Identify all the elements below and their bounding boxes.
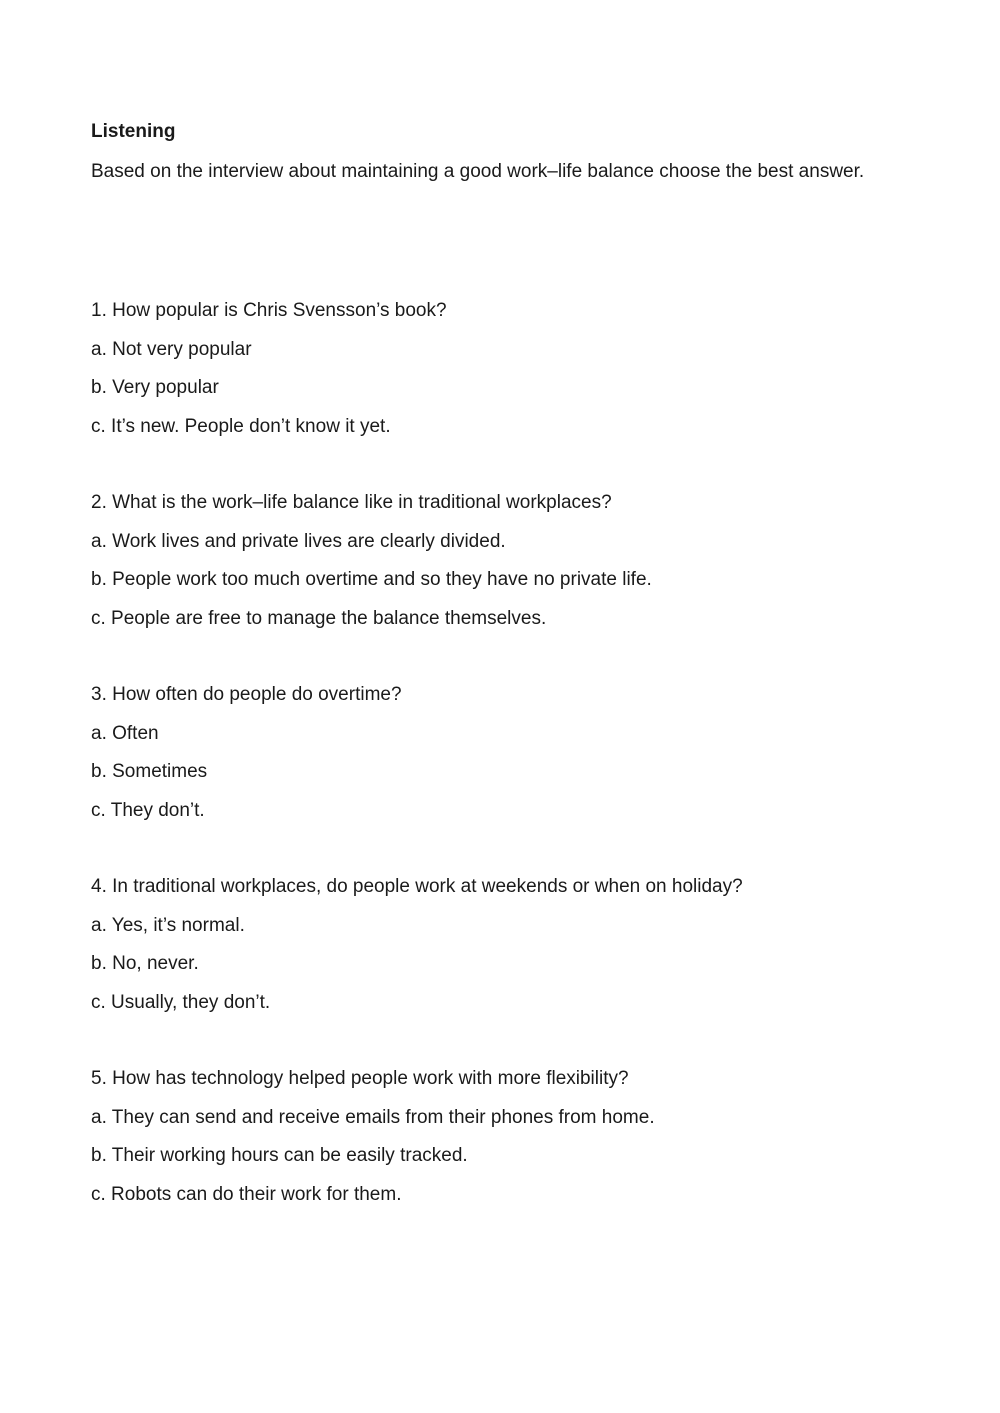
answer-option-a: a. Work lives and private lives are clearly divided.: [91, 530, 506, 552]
question-5: [91, 1067, 911, 1221]
section-heading: Listening: [91, 121, 176, 142]
question-3: [91, 683, 911, 837]
answer-option-b: b. People work too much overtime and so they have no private life.: [91, 569, 652, 590]
answer-option-a: a. They can send and receive emails from their phones from home.: [91, 1106, 655, 1128]
answer-option-b: b. No, never.: [91, 953, 199, 974]
question-text: 1. How popular is Chris Svensson’s book?: [91, 300, 447, 321]
question-text: 5. How has technology helped people work with more flexibility?: [91, 1068, 629, 1089]
instructions: Based on the interview about maintaining a good work–life balance choose the best answer.: [91, 161, 865, 182]
question-2: [91, 491, 911, 645]
question-4: [91, 875, 911, 1029]
answer-option-c: c. Usually, they don’t.: [91, 991, 271, 1013]
question-text: 2. What is the work–life balance like in traditional workplaces?: [91, 492, 612, 513]
answer-option-b: b. Their working hours can be easily tracked.: [91, 1145, 468, 1166]
answer-option-b: b. Very popular: [91, 377, 219, 398]
answer-option-a: a. Yes, it’s normal.: [91, 914, 245, 936]
question-text: 3. How often do people do overtime?: [91, 684, 402, 705]
answer-option-b: b. Sometimes: [91, 761, 208, 782]
answer-option-a: a. Often: [91, 722, 159, 744]
answer-option-c: c. It’s new. People don’t know it yet.: [91, 415, 391, 437]
answer-option-a: a. Not very popular: [91, 338, 252, 360]
question-1: [91, 299, 911, 453]
question-text: 4. In traditional workplaces, do people work at weekends or when on holiday?: [91, 876, 743, 897]
answer-option-c: c. People are free to manage the balance themselves.: [91, 607, 547, 629]
answer-option-c: c. They don’t.: [91, 799, 205, 821]
answer-option-c: c. Robots can do their work for them.: [91, 1183, 402, 1205]
